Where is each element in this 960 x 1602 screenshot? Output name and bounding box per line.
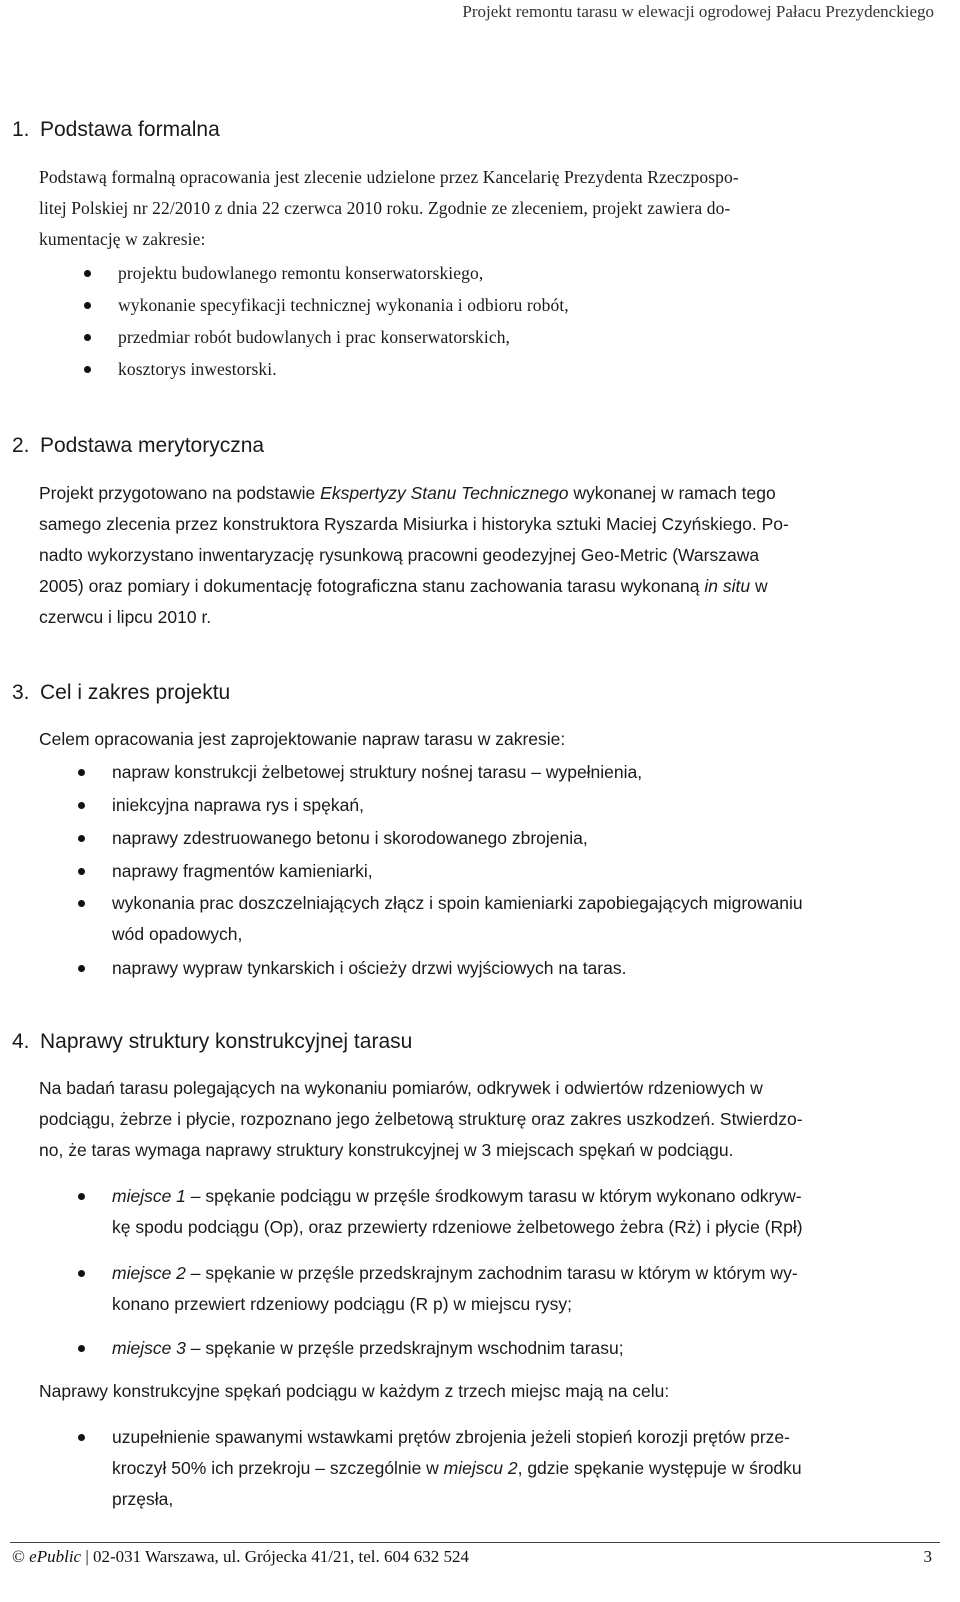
text-line: podciągu, żebrze i płycie, rozpoznano jego żelbetową strukturę oraz zakres uszkodzeń. Stwierdzo- [39,1109,803,1129]
brand-name: ePublic [29,1547,82,1566]
bullet-icon [78,1270,85,1277]
place-label: miejsce 3 [112,1338,186,1358]
text-line: Na badań tarasu polegających na wykonaniu pomiarów, odkrywek i odwiertów rdzeniowych w [39,1078,763,1098]
text-line: 2005) oraz pomiary i dokumentację fotograficzna stanu zachowania tarasu wykonaną in situ w [39,576,768,596]
bullet-icon [78,769,85,776]
section-title: Podstawa formalna [40,118,220,141]
bullet-icon [78,900,85,907]
section-4-paragraph [39,1073,933,1166]
place-label: miejsce 2 [112,1263,186,1283]
text-line: Projekt przygotowano na podstawie Ekspertyzy Stanu Technicznego wykonanej w ramach tego [39,483,776,503]
bullet-icon [78,1345,85,1352]
section-number: 1. [12,118,30,141]
bullet-icon [84,302,91,309]
italic-term: in situ [704,576,751,596]
bullet-icon [84,270,91,277]
section-title: Podstawa merytoryczna [40,434,265,457]
goal-paragraph: Naprawy konstrukcyjne spękań podciągu w każdym z trzech miejsc mają na celu: [39,1381,670,1401]
bullet-icon [84,366,91,373]
text-line: czerwcu i lipcu 2010 r. [39,607,212,627]
section-title: Cel i zakres projektu [40,681,231,704]
section-3-heading [12,681,230,705]
text-line: nadto wykorzystano inwentaryzację rysunkową pracowni geodezyjnej Geo-Metric (Warszawa [39,545,760,565]
running-header: Projekt remontu tarasu w elewacji ogrodowej Pałacu Prezydenckiego [462,2,934,21]
bullet-icon [78,965,85,972]
text-line: no, że taras wymaga naprawy struktury konstrukcyjnej w 3 miejscach spękań w podciągu. [39,1140,734,1160]
bullet-icon [78,802,85,809]
copyright-icon: © [12,1547,25,1566]
section-number: 4. [12,1030,30,1053]
section-title: Naprawy struktury konstrukcyjnej tarasu [40,1030,413,1053]
section-number: 3. [12,681,30,704]
bullet-icon [84,334,91,341]
text-line: litej Polskiej nr 22/2010 z dnia 22 czerwca 2010 roku. Zgodnie ze zleceniem, projekt zawiera do- [39,198,731,218]
bullet-icon [78,868,85,875]
text-line: Podstawą formalną opracowania jest zlecenie udzielone przez Kancelarię Prezydenta Rzeczpospo- [39,167,739,187]
section-1-paragraph [39,162,933,255]
footer-address: | 02-031 Warszawa, ul. Grójecka 41/21, tel. 604 632 524 [81,1547,470,1566]
text-line: samego zlecenia przez konstruktora Ryszarda Misiurka i historyka sztuki Maciej Czyńskiego. Po- [39,514,789,534]
italic-term: Ekspertyzy Stanu Technicznego [320,483,569,503]
text-line: kumentację w zakresie: [39,229,206,249]
section-2-paragraph [39,478,933,633]
bullet-icon [78,1193,85,1200]
page-number: 3 [923,1547,932,1566]
section-3-intro: Celem opracowania jest zaprojektowanie napraw tarasu w zakresie: [39,729,566,749]
bullet-icon [78,835,85,842]
document-page: Projekt remontu tarasu w elewacji ogrodowej Pałacu Prezydenckiego 1. Podstawa formalna Podstawą formalną opracowania jest zlecenie udzielone przez Kancelarię Prezydenta Rzeczpospo- litej Polskiej nr 22/2010 z dnia 22 czerwca 2010 roku. Zgodnie ze zleceniem, projekt zawiera do- kumentację w zakresie: projektu budowlanego remontu konserwatorskiego, wykonanie specyfikacji technicznej wykonania i odbioru robót, przedmiar robót budowlanych i prac konserwatorskich, kosztorys inwestorski. 2. Podstawa merytoryczna Projekt przygotowano na podstawie Ekspertyzy Stanu Technicznego wykonanej w ramach tego samego zlecenia przez konstruktora Ryszarda Misiurka i historyka sztuki Maciej Czyńskiego. Po- nadto wykorzystano inwentaryzację rysunkową pracowni geodezyjnej Geo-Metric (Warszawa 2005) oraz pomiary i dokumentację fotograficzna stanu zachowania tarasu wykonaną in situ w czerwcu i lipcu 2010 r. 3. Cel i zakres projektu Celem opracowania jest zaprojektowanie napraw tarasu w zakresie: napraw konstrukcji żelbetowej struktury nośnej tarasu – wypełnienia, iniekcyjna naprawa rys i spękań, naprawy zdestruowanego betonu i skorodowanego zbrojenia, naprawy fragmentów kamieniarki, wykonania prac doszczelniających złącz i spoin kamieniarki zapobiegających migrowaniu wód opadowych, naprawy wypraw tynkarskich i ościeży drzwi wyjściowych na taras. 4. Naprawy struktury konstrukcyjnej tarasu Na badań tarasu polegających na wykonaniu pomiarów, odkrywek i odwiertów rdzeniowych w podciągu, żebrze i płycie, rozpoznano jego żelbetową strukturę oraz zakres uszkodzeń. Stwierdzo- no, że taras wymaga naprawy struktury konstrukcyjnej w 3 miejscach spękań w podciągu. miejsce 1 – spękanie podciągu w przęśle środkowym tarasu w którym wykonano odkryw- kę spodu podciągu (Op), oraz przewierty rdzeniowe żelbetowego żebra (Rż) i płycie (Rpł) miejsce 2 – spękanie w przęśle przedskrajnym zachodnim tarasu w którym w którym wy- konano przewiert rdzeniowy podciągu (R p) w miejscu rysy; miejsce 3 – spękanie w przęśle przedskrajnym wschodnim tarasu; Naprawy konstrukcyjne spękań podciągu w każdym z trzech miejsc mają na celu: uzupełnienie spawanymi wstawkami prętów zbrojenia jeżeli stopień korozji prętów prze- kroczył 50% ich przekroju – szczególnie w miejscu 2, gdzie spękanie występuje w środku przęsła, © ePublic | 02-031 Warszawa, ul. Grójecka 41/21, tel. 604 632 524 3 [0,0,960,1602]
section-2-heading [12,434,264,458]
section-number: 2. [12,434,30,457]
page-footer [12,1547,932,1567]
italic-term: miejscu 2 [443,1458,518,1478]
place-label: miejsce 1 [112,1186,186,1206]
section-4-heading [12,1030,412,1054]
section-1-heading [12,118,220,142]
bullet-icon [78,1434,85,1441]
footer-divider [10,1542,940,1543]
